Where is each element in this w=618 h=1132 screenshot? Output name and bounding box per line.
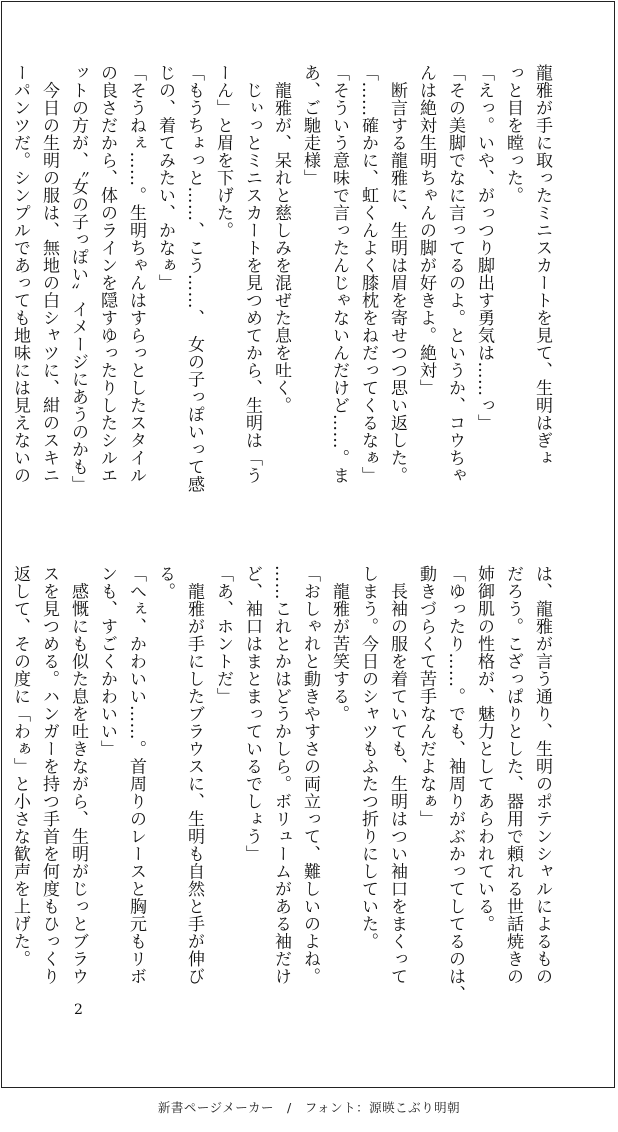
text-line: の良さだから、体のラインを隠すゆったりしたシルエ bbox=[97, 64, 117, 484]
text-line: だろう。こざっぱりとした、器用で頼れる世話焼きの bbox=[503, 565, 523, 985]
text-line: 「あ、ホントだ」 bbox=[213, 565, 233, 705]
text-line: スを見つめる。ハンガーを持つ手首を何度もひっくり bbox=[39, 565, 59, 985]
text-line: 「ゆったり……。でも、袖周りがぶかってしてるのは、 bbox=[445, 565, 465, 1003]
text-line: 「そういう意味で言ったんじゃないんだけど……。ま bbox=[329, 64, 349, 484]
text-line: は、龍雅が言う通り、生明のポテンシャルによるもの bbox=[532, 565, 552, 985]
text-line: 「……確かに、虹くんよく膝枕をねだってくるなぁ」 bbox=[358, 64, 378, 484]
text-line: ど、袖口はまとまっているでしょう」 bbox=[242, 565, 262, 863]
text-line: ンも、すごくかわいい」 bbox=[97, 565, 117, 758]
text-line: ットの方が、〝女の子っぽい〟イメージにあうのかも」 bbox=[68, 64, 88, 493]
text-line: 長袖の服を着ていても、生明はつい袖口をまくって bbox=[387, 565, 407, 985]
text-line: 「おしゃれと動きやすさの両立って、難しいのよね。 bbox=[300, 565, 320, 985]
text-line: 龍雅が手に取ったミニスカートを見て、生明はぎょ bbox=[532, 64, 552, 467]
text-line: 返して、その度に「わぁ」と小さな歓声を上げた。 bbox=[10, 565, 30, 968]
page-frame bbox=[1, 1, 615, 1088]
text-line: っと目を瞠った。 bbox=[503, 64, 523, 204]
text-line: 動きづらくて苦手なんだよなぁ」 bbox=[416, 565, 436, 828]
text-line: しまう。今日のシャツもふたつ折りにしていた。 bbox=[358, 565, 378, 950]
text-line: んは絶対生明ちゃんの脚が好きよ。絶対」 bbox=[416, 64, 436, 397]
text-line: あ、ご馳走様」 bbox=[300, 64, 320, 187]
text-line: 断言する龍雅に、生明は眉を寄せつつ思い返した。 bbox=[387, 64, 407, 484]
text-line: 今日の生明の服は、無地の白シャツに、紺のスキニ bbox=[39, 64, 59, 484]
text-line: 感慨にも似た息を吐きながら、生明がじっとブラウ bbox=[68, 565, 88, 985]
footer-credit: 新書ページメーカー / フォント：源暎こぶり明朝 bbox=[157, 1100, 461, 1115]
upper-text-column bbox=[10, 64, 556, 522]
text-line: 「もうちょっと……、こう……、 女の子っぽいって感 bbox=[184, 64, 204, 493]
text-line: ーパンツだ。シンプルであっても地味には見えないの bbox=[10, 64, 30, 484]
text-line: 龍雅が手にしたブラウスに、生明も自然と手が伸び bbox=[184, 565, 204, 985]
text-line: じの、着てみたい、かなぁ」 bbox=[155, 64, 175, 292]
text-line: 「へぇ、かわいい……。首周りのレースと胸元もリボ bbox=[126, 565, 146, 985]
text-line: じぃっとミニスカートを見つめてから、生明は「う bbox=[242, 64, 262, 484]
text-line: ーん」と眉を下げた。 bbox=[213, 64, 233, 239]
text-line: る。 bbox=[155, 565, 175, 600]
text-line: 「えっ。いや、がっつり脚出す勇気は……っ」 bbox=[474, 64, 494, 432]
text-line: 龍雅が、呆れと慈しみを混ぜた息を吐く。 bbox=[271, 64, 291, 414]
text-line: 姉御肌の性格が、魅力としてあらわれている。 bbox=[474, 565, 494, 933]
text-line: 龍雅が苦笑する。 bbox=[329, 565, 349, 723]
text-line: 「その美脚でなに言ってるのよ。というか、コウちゃ bbox=[445, 64, 465, 484]
page-number: 2 bbox=[74, 1002, 83, 1018]
lower-text-column bbox=[10, 565, 556, 1003]
text-line: ……これとかはどうかしら。ボリュームがある袖だけ bbox=[271, 565, 291, 985]
text-line: 「そうねぇ……。生明ちゃんはすらっとしたスタイル bbox=[126, 64, 146, 484]
